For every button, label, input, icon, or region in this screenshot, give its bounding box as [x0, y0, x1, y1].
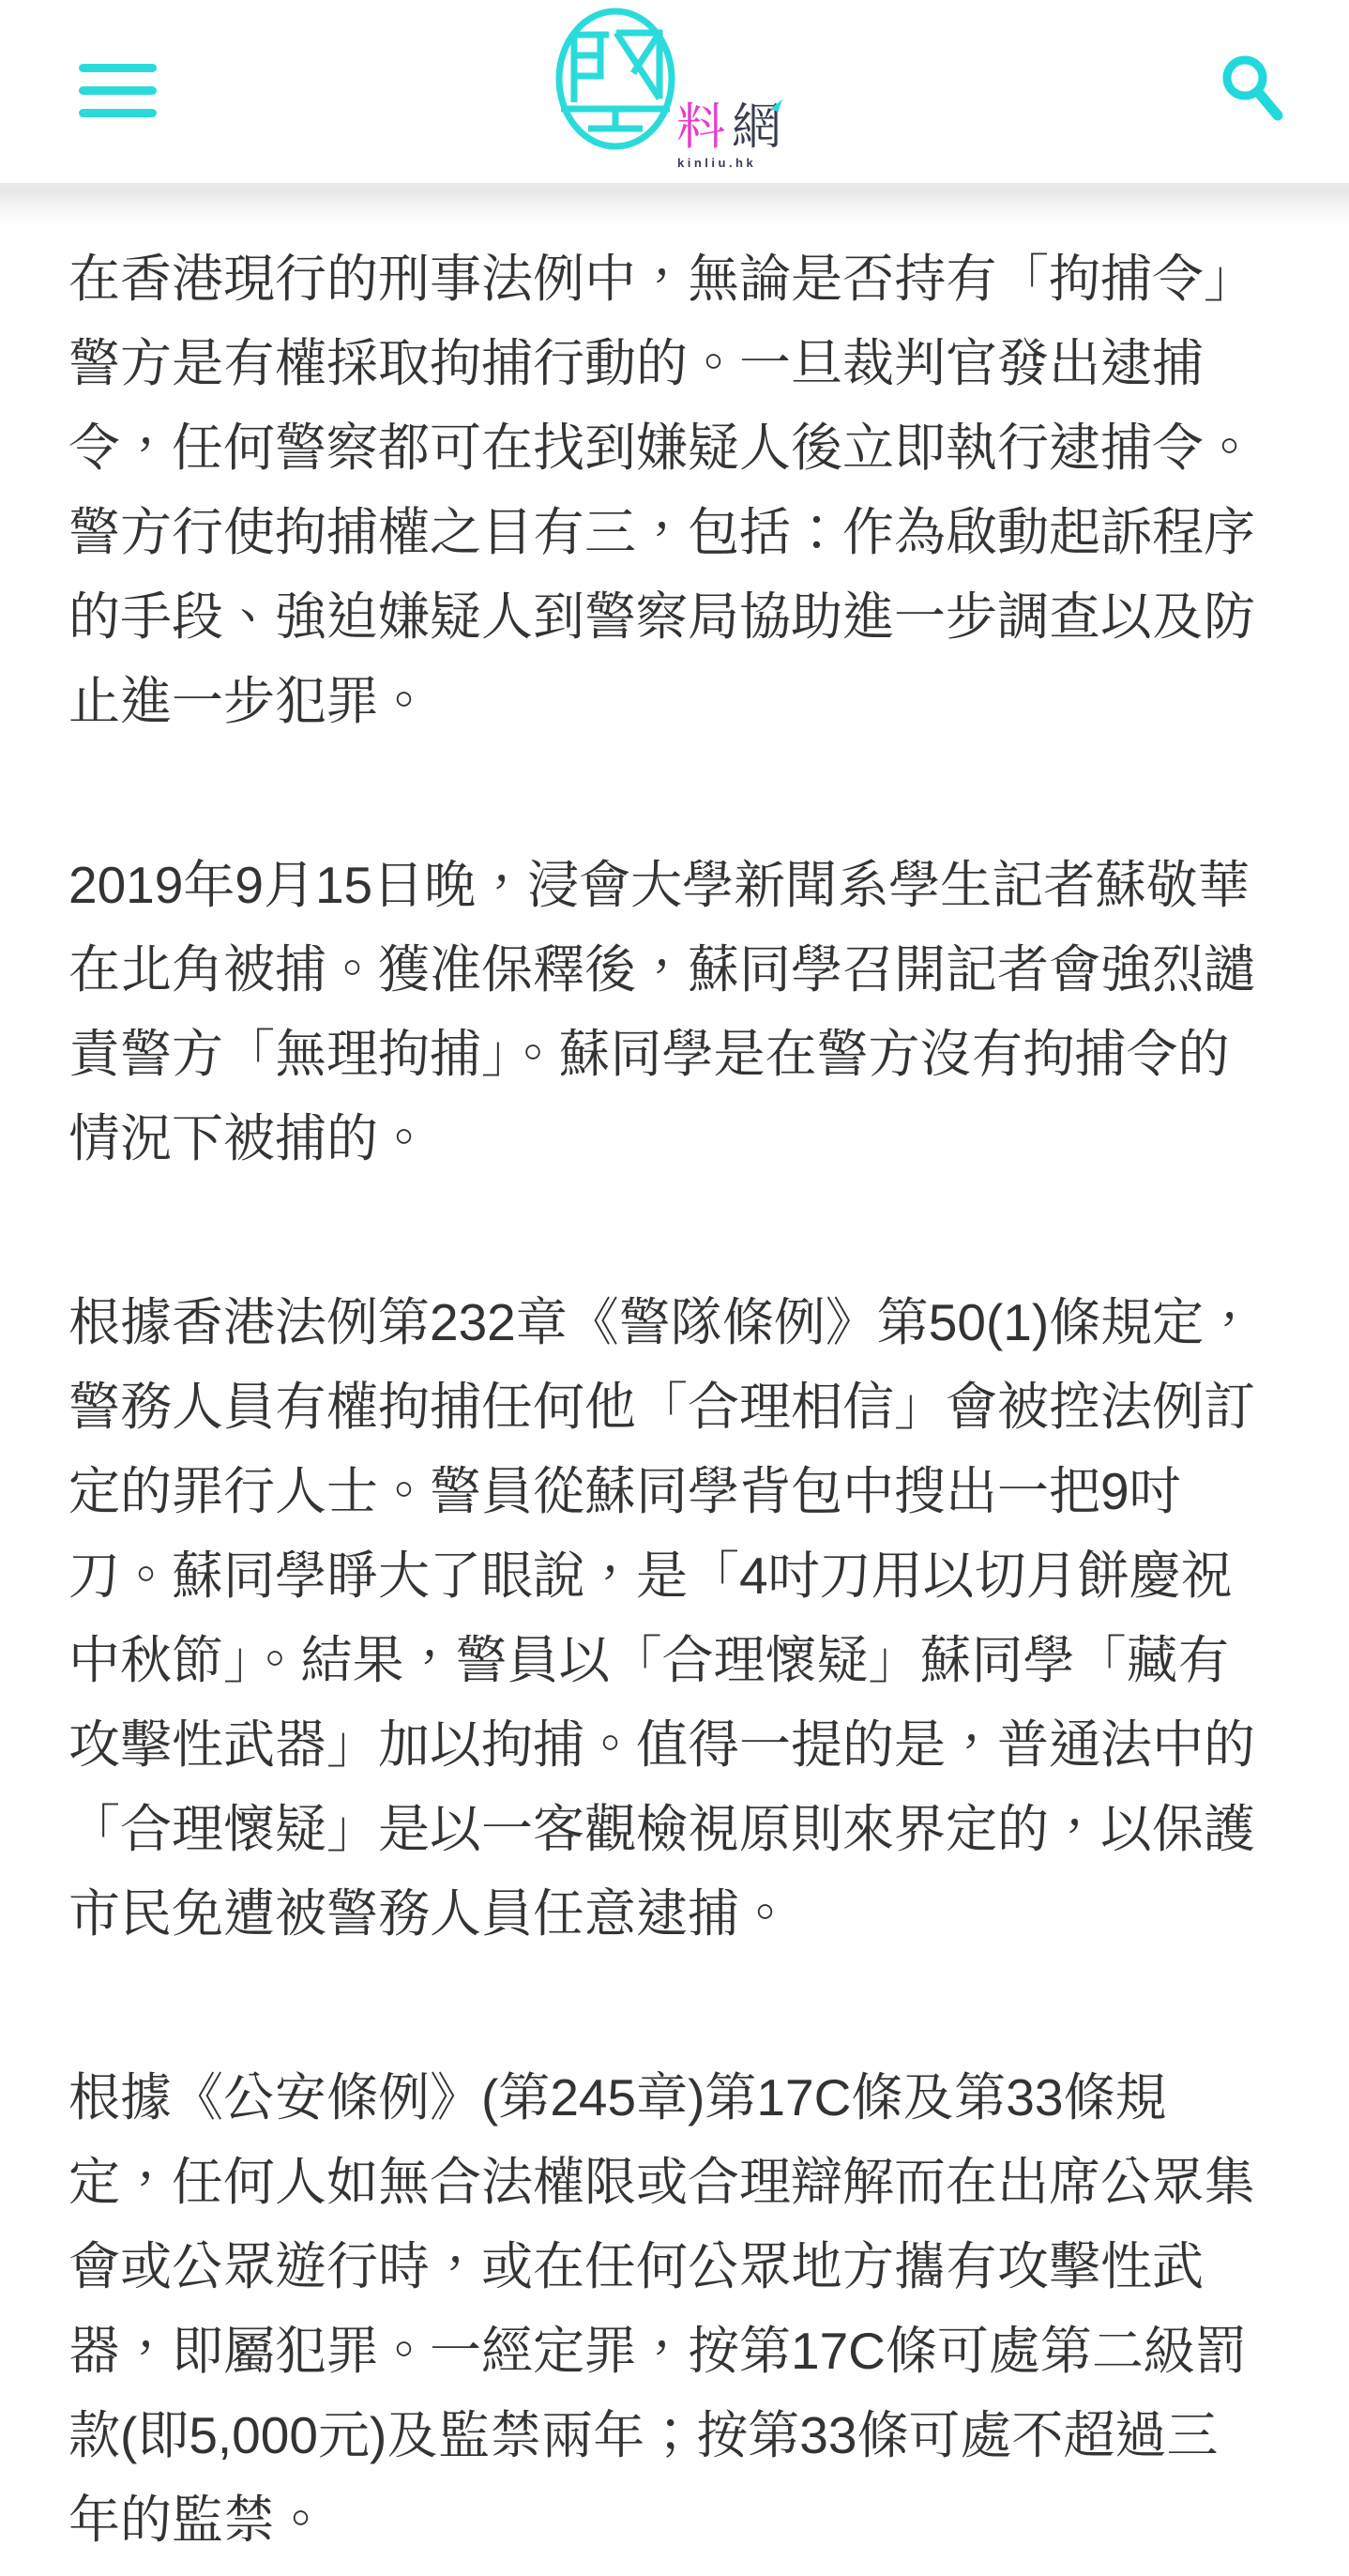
text-line: 止進一步犯罪。 [68, 672, 431, 730]
text-line: 的手段、強迫嫌疑人到警察局協助進一步調查以及防 [68, 587, 1256, 646]
text-line: 警方行使拘捕權之目有三，包括：作為啟動起訴程序 [68, 503, 1256, 561]
text-line: 警方是有權採取拘捕行動的。一旦裁判官發出逮捕 [68, 334, 1205, 392]
text-line: 器，即屬犯罪。一經定罪，按第17C條可處第二級罰 [68, 2322, 1247, 2380]
search-button[interactable] [1220, 52, 1287, 123]
paragraph [68, 236, 1288, 743]
logo-domain-label: kinliu.hk [677, 156, 757, 170]
logo-suffix-text [676, 99, 781, 155]
text-line: 年的監禁。 [68, 2491, 327, 2549]
text-line: 責警方「無理拘捕」。蘇同學是在警方沒有拘捕令的 [68, 1025, 1230, 1083]
hamburger-bar [79, 64, 157, 72]
text-line: 刀。蘇同學睜大了眼說，是「4吋刀用以切月餅慶祝 [68, 1547, 1233, 1605]
text-line: 市民免遭被警務人員任意逮捕。 [68, 1884, 792, 1943]
logo-char-liu: 料 [676, 99, 726, 155]
logo-char-wang: 網 [732, 99, 781, 155]
text-line: 情況下被捕的。 [68, 1109, 431, 1167]
text-line: 2019年9月15日晚，浸會大學新聞系學生記者蘇敬華 [68, 856, 1250, 914]
text-line: 攻擊性武器」加以拘捕。值得一提的是，普通法中的 [68, 1715, 1256, 1774]
text-line: 根據香港法例第232章《警隊條例》第50(1)條規定， [68, 1293, 1256, 1351]
site-logo[interactable] [554, 6, 795, 175]
text-line: 中秋節」。結果，警員以「合理懷疑」蘇同學「藏有 [68, 1631, 1230, 1689]
site-header [0, 0, 1349, 183]
search-icon [1220, 52, 1287, 123]
text-line: 在香港現行的刑事法例中，無論是否持有「拘捕令」 [68, 250, 1256, 308]
text-line: 定，任何人如無合法權限或合理辯解而在出席公眾集 [68, 2153, 1256, 2211]
paragraph [68, 843, 1288, 1181]
text-line: 根據《公安條例》(第245章)第17C條及第33條規 [68, 2068, 1167, 2126]
text-line: 會或公眾遊行時，或在任何公眾地方攜有攻擊性武 [68, 2237, 1205, 2295]
text-line: 警務人員有權拘捕任何他「合理相信」會被控法例訂 [68, 1378, 1256, 1436]
paragraph [68, 2055, 1288, 2562]
text-line: 「合理懷疑」是以一客觀檢視原則來界定的，以保護 [68, 1800, 1256, 1858]
text-line: 令，任何警察都可在找到嫌疑人後立即執行逮捕令。 [68, 419, 1256, 477]
article [0, 225, 1349, 2562]
hamburger-bar [79, 109, 157, 117]
paragraph [68, 1280, 1288, 1956]
hamburger-menu-button[interactable] [73, 61, 151, 119]
hamburger-bar [79, 86, 157, 95]
logo-mark-kin-icon [554, 6, 676, 154]
text-line: 款(即5,000元)及監禁兩年；按第33條可處不超過三 [68, 2406, 1219, 2464]
text-line: 定的罪行人士。警員從蘇同學背包中搜出一把9吋 [68, 1462, 1181, 1520]
text-line: 在北角被捕。獲准保釋後，蘇同學召開記者會強烈譴 [68, 940, 1256, 998]
header-divider [0, 183, 1349, 225]
